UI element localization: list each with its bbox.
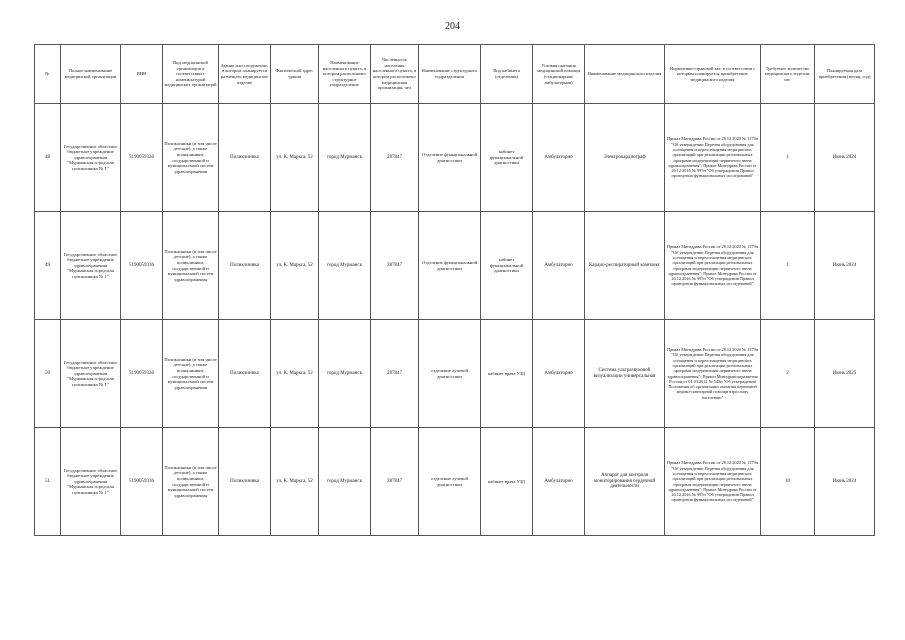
cell-legal-act: Приказ Минздрава России от 28.12.2020 № 1379н "Об утверждении Перечня оборудования для оснащения и переоснащения медицинских организаций при реализации региональных программ модернизации первичного звена здравоохранения"; Приказ Минздрава России от 26.12.2016 № 997н "Об утверждении Правил проведения функциональных исследований" [665,104,761,212]
cell-building: Поликлиника [219,320,271,428]
cell-date: Июнь 2025 [815,320,875,428]
table-row [35,320,875,428]
col-header-number: № [35,45,61,104]
cell-device: Электрокардиограф [585,104,665,212]
cell-organization: Государственное областное бюджетное учреждение здравоохранения "Мурманская городская поликлиника № 1" [61,320,121,428]
cell-conditions: Амбулаторно [533,212,585,320]
cell-cabinet: кабинет врача УЗД [481,428,533,536]
col-header-cabinet: Вид кабинета (отделения) [481,45,533,104]
cell-population: 287847 [371,428,419,536]
cell-date: Июнь 2024 [815,428,875,536]
col-header-inn: ИНН [121,45,163,104]
cell-cabinet: кабинет функциональной диагностики [481,104,533,212]
cell-device: Кардио-респираторный комплекс [585,212,665,320]
cell-conditions: Амбулаторно [533,104,585,212]
cell-number: 49 [35,212,61,320]
cell-organization: Государственное областное бюджетное учреждение здравоохранения "Мурманская городская поликлиника № 1" [61,104,121,212]
col-header-division: Наименование структурного подразделения [419,45,481,104]
cell-org-type: Поликлиники (в том числе детские), а также поликлиники, государственной и муниципальной систем здравоохранения [163,212,219,320]
cell-locality: город Мурманск [319,320,371,428]
cell-quantity: 2 [761,320,815,428]
cell-organization: Государственное областное бюджетное учреждение здравоохранения "Мурманская городская поликлиника № 1" [61,212,121,320]
cell-legal-act: Приказ Минздрава России от 28.12.2020 № 1379н "Об утверждении Перечня оборудования для оснащения и переоснащения медицинских организаций при реализации региональных программ модернизации первичного звена здравоохранения"; Приказ Минздрава России от 26.12.2016 № 997н "Об утверждении Правил проведения функциональных исследований" [665,212,761,320]
cell-locality: город Мурманск [319,212,371,320]
cell-conditions: Амбулаторно [533,428,585,536]
col-header-date: Планируемая дата приобретения (месяц, год) [815,45,875,104]
cell-division: Отделение функциональной диагностики [419,104,481,212]
cell-quantity: 10 [761,428,815,536]
cell-division: Отделение функциональной диагностики [419,212,481,320]
cell-building: Поликлиника [219,212,271,320]
cell-population: 287847 [371,212,419,320]
cell-date: Июнь 2024 [815,104,875,212]
cell-number: 48 [35,104,61,212]
cell-locality: город Мурманск [319,104,371,212]
col-header-organization: Полное наименование медицинской организации [61,45,121,104]
col-header-population: Численность населения населенного пункта, в котором расположено медицинская организация, чел [371,45,419,104]
cell-number: 50 [35,320,61,428]
cell-inn: 5190059336 [121,104,163,212]
cell-address: ул. К. Маркса, 52 [271,212,319,320]
cell-inn: 5190059336 [121,320,163,428]
cell-device: Аппарат для контроля мониторирования сердечной деятельности [585,428,665,536]
cell-org-type: Поликлиники (в том числе детские), а также поликлиники, государственной и муниципальной систем здравоохранения [163,320,219,428]
cell-organization: Государственное областное бюджетное учреждение здравоохранения "Мурманская городская поликлиника № 1" [61,428,121,536]
cell-inn: 5190059336 [121,428,163,536]
col-header-address: Фактический адрес здания [271,45,319,104]
cell-population: 287847 [371,320,419,428]
cell-conditions: Амбулаторно [533,320,585,428]
col-header-locality: Наименование населенного пункта, в котором расположено структурное подразделение [319,45,371,104]
equipment-table [34,44,875,536]
table-row [35,212,875,320]
cell-quantity: 1 [761,104,815,212]
cell-device: Система ультразвуковой визуализации универсальная [585,320,665,428]
cell-inn: 5190059336 [121,212,163,320]
col-header-org-type: Вид медицинской организации в соответствии с номенклатурой медицинских организаций [163,45,219,104]
cell-address: ул. К. Маркса, 52 [271,320,319,428]
cell-locality: город Мурманск [319,428,371,536]
col-header-building: Здание или сооружение, в котором планируется размещать медицинское изделие [219,45,271,104]
col-header-quantity: Требуемое количество медицинского изделия, шт. [761,45,815,104]
table-row [35,428,875,536]
cell-address: ул. К. Маркса, 52 [271,428,319,536]
cell-quantity: 1 [761,212,815,320]
cell-address: ул. К. Маркса, 52 [271,104,319,212]
cell-org-type: Поликлиники (в том числе детские), а также поликлиники, государственной и муниципальной систем здравоохранения [163,104,219,212]
cell-org-type: Поликлиники (в том числе детские), а также поликлиники, государственной и муниципальной систем здравоохранения [163,428,219,536]
cell-division: отделение лучевой диагностики [419,320,481,428]
cell-population: 287847 [371,104,419,212]
cell-cabinet: кабинет врача УЗД [481,320,533,428]
cell-legal-act: Приказ Минздрава России от 28.12.2020 № 1379н "Об утверждении Перечня оборудования для оснащения и переоснащения медицинских организаций при реализации региональных программ модернизации первичного звена здравоохранения"; Приказ Минздрава России от 26.12.2016 № 997н "Об утверждении Правил проведения функциональных исследований" [665,428,761,536]
cell-cabinet: кабинет функциональной диагностики [481,212,533,320]
cell-building: Поликлиника [219,428,271,536]
table-header-row [35,45,875,104]
cell-legal-act: Приказ Минздрава России от 28.12.2020 № 1379н "Об утверждении Перечня оборудования для оснащения и переоснащения медицинских организаций при реализации региональных программ модернизации первичного звена здравоохранения"; Приказ Минздравсоцразвития России от 01.03.2012 № 543н "Об утверждении Положения об организации оказания первичной медико-санитарной помощи взрослому населению" [665,320,761,428]
page-number: 204 [445,21,460,32]
cell-number: 51 [35,428,61,536]
cell-division: отделение лучевой диагностики [419,428,481,536]
table-row [35,104,875,212]
cell-building: Поликлиника [219,104,271,212]
col-header-device: Наименование медицинского изделия [585,45,665,104]
col-header-legal-act: Нормативно-правовой акт, в соответствии с которым планируется приобретение медицинского изделия [665,45,761,104]
cell-date: Июнь 2024 [815,212,875,320]
col-header-conditions: Условия оказания медицинской помощи (стационарная/ амбулаторная) [533,45,585,104]
